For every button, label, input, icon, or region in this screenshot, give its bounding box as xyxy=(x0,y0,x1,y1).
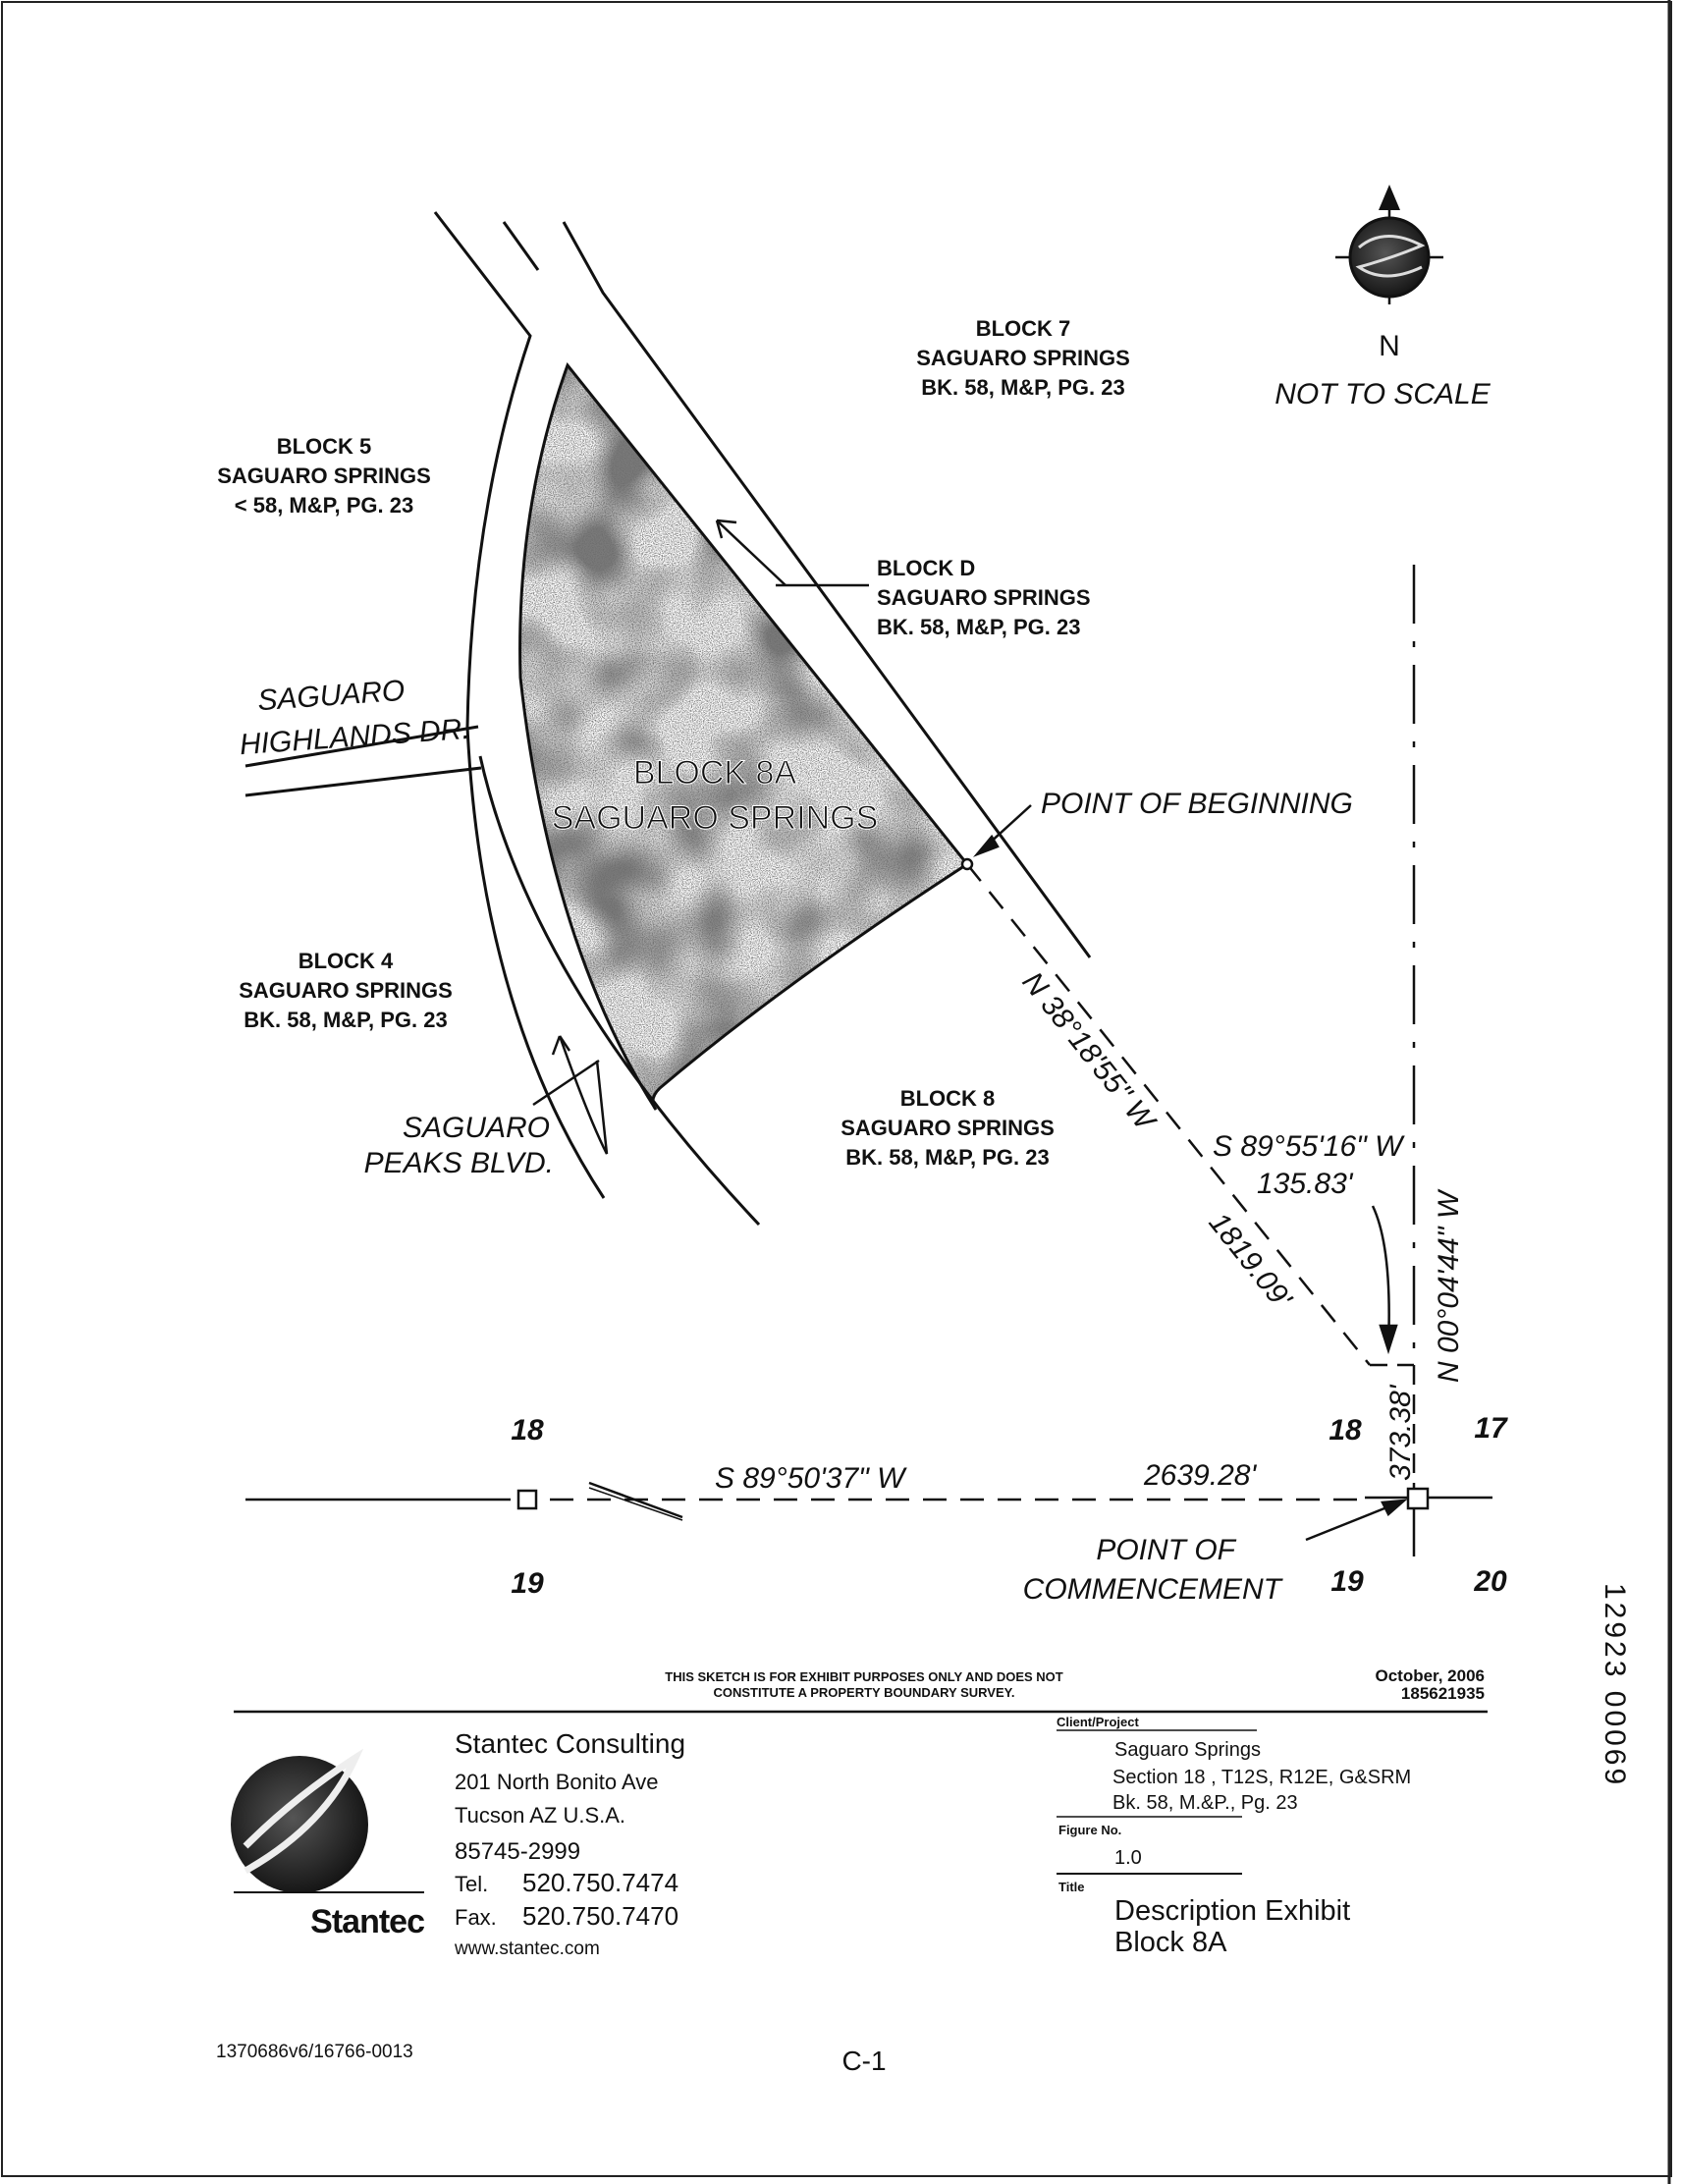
svg-text:19: 19 xyxy=(511,1567,544,1600)
svg-text:SAGUARO: SAGUARO xyxy=(256,674,407,718)
short-bearing: S 89°55'16" W xyxy=(1213,1130,1403,1163)
block-8a-parcel xyxy=(520,365,967,1110)
svg-text:Section 18 , T12S, R12E, G&SRM: Section 18 , T12S, R12E, G&SRM xyxy=(1112,1767,1412,1788)
page-number: C-1 xyxy=(841,2046,887,2076)
svg-text:Title: Title xyxy=(1058,1880,1085,1894)
svg-text:BK. 58, M&P, PG. 23: BK. 58, M&P, PG. 23 xyxy=(877,615,1081,639)
svg-text:Bk. 58, M.&P., Pg. 23: Bk. 58, M.&P., Pg. 23 xyxy=(1112,1792,1298,1814)
svg-text:SAGUARO: SAGUARO xyxy=(402,1112,550,1144)
svg-text:BLOCK 5: BLOCK 5 xyxy=(276,434,372,459)
svg-text:October, 2006: October, 2006 xyxy=(1375,1666,1485,1685)
svg-text:HIGHLANDS DR.: HIGHLANDS DR. xyxy=(238,712,471,762)
svg-text:BLOCK 4: BLOCK 4 xyxy=(298,949,394,973)
svg-text:Fax.: Fax. xyxy=(455,1905,497,1930)
svg-text:BLOCK 8A: BLOCK 8A xyxy=(632,754,797,792)
svg-text:BLOCK 8: BLOCK 8 xyxy=(899,1086,996,1111)
block-7-label xyxy=(916,316,1130,400)
point-of-beginning-label: POINT OF BEGINNING xyxy=(1041,788,1353,820)
svg-text:18: 18 xyxy=(1329,1414,1362,1447)
svg-text:POINT OF: POINT OF xyxy=(1096,1534,1235,1566)
svg-text:20: 20 xyxy=(1474,1565,1507,1598)
block-4-label xyxy=(239,949,453,1032)
svg-text:www.stantec.com: www.stantec.com xyxy=(455,1938,600,1959)
svg-text:Client/Project: Client/Project xyxy=(1057,1715,1139,1729)
svg-text:SAGUARO SPRINGS: SAGUARO SPRINGS xyxy=(916,346,1130,370)
svg-text:85745-2999: 85745-2999 xyxy=(455,1838,581,1865)
svg-text:520.750.7470: 520.750.7470 xyxy=(522,1901,679,1931)
stantec-logo xyxy=(231,1756,424,1940)
section-line-distance: 2639.28' xyxy=(1144,1459,1257,1492)
svg-text:Stantec: Stantec xyxy=(310,1903,424,1940)
block-d-label xyxy=(877,556,1091,639)
svg-text:THIS SKETCH IS FOR EXHIBIT PUR: THIS SKETCH IS FOR EXHIBIT PURPOSES ONLY AND DOES NOT xyxy=(665,1669,1063,1684)
not-to-scale-note: NOT TO SCALE xyxy=(1274,378,1491,410)
document-id: 1370686v6/16766-0013 xyxy=(216,2042,413,2062)
north-letter: N xyxy=(1379,330,1400,362)
svg-text:Figure No.: Figure No. xyxy=(1058,1823,1122,1837)
svg-text:BLOCK D: BLOCK D xyxy=(877,556,976,580)
svg-text:18: 18 xyxy=(511,1414,544,1447)
traverse-lines xyxy=(245,565,1492,1556)
section-numbers xyxy=(511,1412,1508,1600)
svg-text:Description Exhibit: Description Exhibit xyxy=(1114,1895,1351,1927)
svg-text:BLOCK 7: BLOCK 7 xyxy=(975,316,1071,341)
svg-text:185621935: 185621935 xyxy=(1400,1684,1485,1703)
svg-text:SAGUARO SPRINGS: SAGUARO SPRINGS xyxy=(840,1116,1055,1140)
svg-text:17: 17 xyxy=(1474,1412,1507,1445)
svg-text:Tel.: Tel. xyxy=(455,1872,489,1896)
svg-text:Block 8A: Block 8A xyxy=(1114,1927,1227,1958)
svg-text:Stantec Consulting: Stantec Consulting xyxy=(455,1728,686,1759)
saguaro-peaks-blvd-label xyxy=(364,1112,554,1179)
svg-text:COMMENCEMENT: COMMENCEMENT xyxy=(1022,1573,1281,1606)
disclaimer-note xyxy=(665,1669,1063,1700)
saguaro-highlands-dr-label xyxy=(239,675,471,761)
section-corner-right xyxy=(1408,1489,1428,1508)
svg-text:201 North Bonito Ave: 201 North Bonito Ave xyxy=(455,1770,659,1794)
svg-text:BK. 58, M&P, PG. 23: BK. 58, M&P, PG. 23 xyxy=(921,375,1125,400)
svg-text:CONSTITUTE A PROPERTY BOUNDARY: CONSTITUTE A PROPERTY BOUNDARY SURVEY. xyxy=(713,1685,1015,1700)
diagonal-bearing: N 38°18'55" W xyxy=(1015,965,1162,1136)
point-of-beginning-marker xyxy=(962,859,972,869)
block-8-label xyxy=(840,1086,1055,1170)
date-stamp xyxy=(1375,1666,1485,1703)
section-corner-left xyxy=(518,1491,536,1508)
block-5-label xyxy=(217,434,431,518)
north-arrow-icon xyxy=(1335,185,1443,362)
svg-text:1.0: 1.0 xyxy=(1114,1847,1142,1869)
vertical-bearing: N 00°04'44" W xyxy=(1433,1190,1465,1383)
svg-text:Tucson AZ U.S.A.: Tucson AZ U.S.A. xyxy=(455,1803,626,1828)
section-line-bearing: S 89°50'37" W xyxy=(715,1462,905,1495)
company-info xyxy=(454,1728,685,1959)
svg-text:BK. 58, M&P, PG. 23: BK. 58, M&P, PG. 23 xyxy=(244,1008,448,1032)
point-of-commencement-label xyxy=(1023,1534,1284,1606)
client-project-block xyxy=(1057,1715,1411,1958)
svg-text:19: 19 xyxy=(1330,1565,1364,1598)
svg-text:520.750.7474: 520.750.7474 xyxy=(522,1868,679,1897)
vertical-distance: 373.38' xyxy=(1384,1385,1417,1481)
svg-text:Saguaro Springs: Saguaro Springs xyxy=(1114,1739,1261,1761)
svg-text:PEAKS BLVD.: PEAKS BLVD. xyxy=(363,1147,554,1179)
svg-text:SAGUARO SPRINGS: SAGUARO SPRINGS xyxy=(239,978,453,1003)
svg-text:BK. 58, M&P, PG. 23: BK. 58, M&P, PG. 23 xyxy=(845,1145,1050,1170)
svg-text:SAGUARO SPRINGS: SAGUARO SPRINGS xyxy=(877,585,1091,610)
svg-text:< 58, M&P, PG. 23: < 58, M&P, PG. 23 xyxy=(234,493,414,518)
svg-text:SAGUARO SPRINGS: SAGUARO SPRINGS xyxy=(551,799,879,837)
short-distance: 135.83' xyxy=(1257,1168,1353,1200)
svg-text:SAGUARO SPRINGS: SAGUARO SPRINGS xyxy=(217,464,431,488)
diagonal-distance: 1819.09' xyxy=(1202,1206,1298,1315)
side-stamp: 12923 00069 xyxy=(1599,1583,1631,1788)
